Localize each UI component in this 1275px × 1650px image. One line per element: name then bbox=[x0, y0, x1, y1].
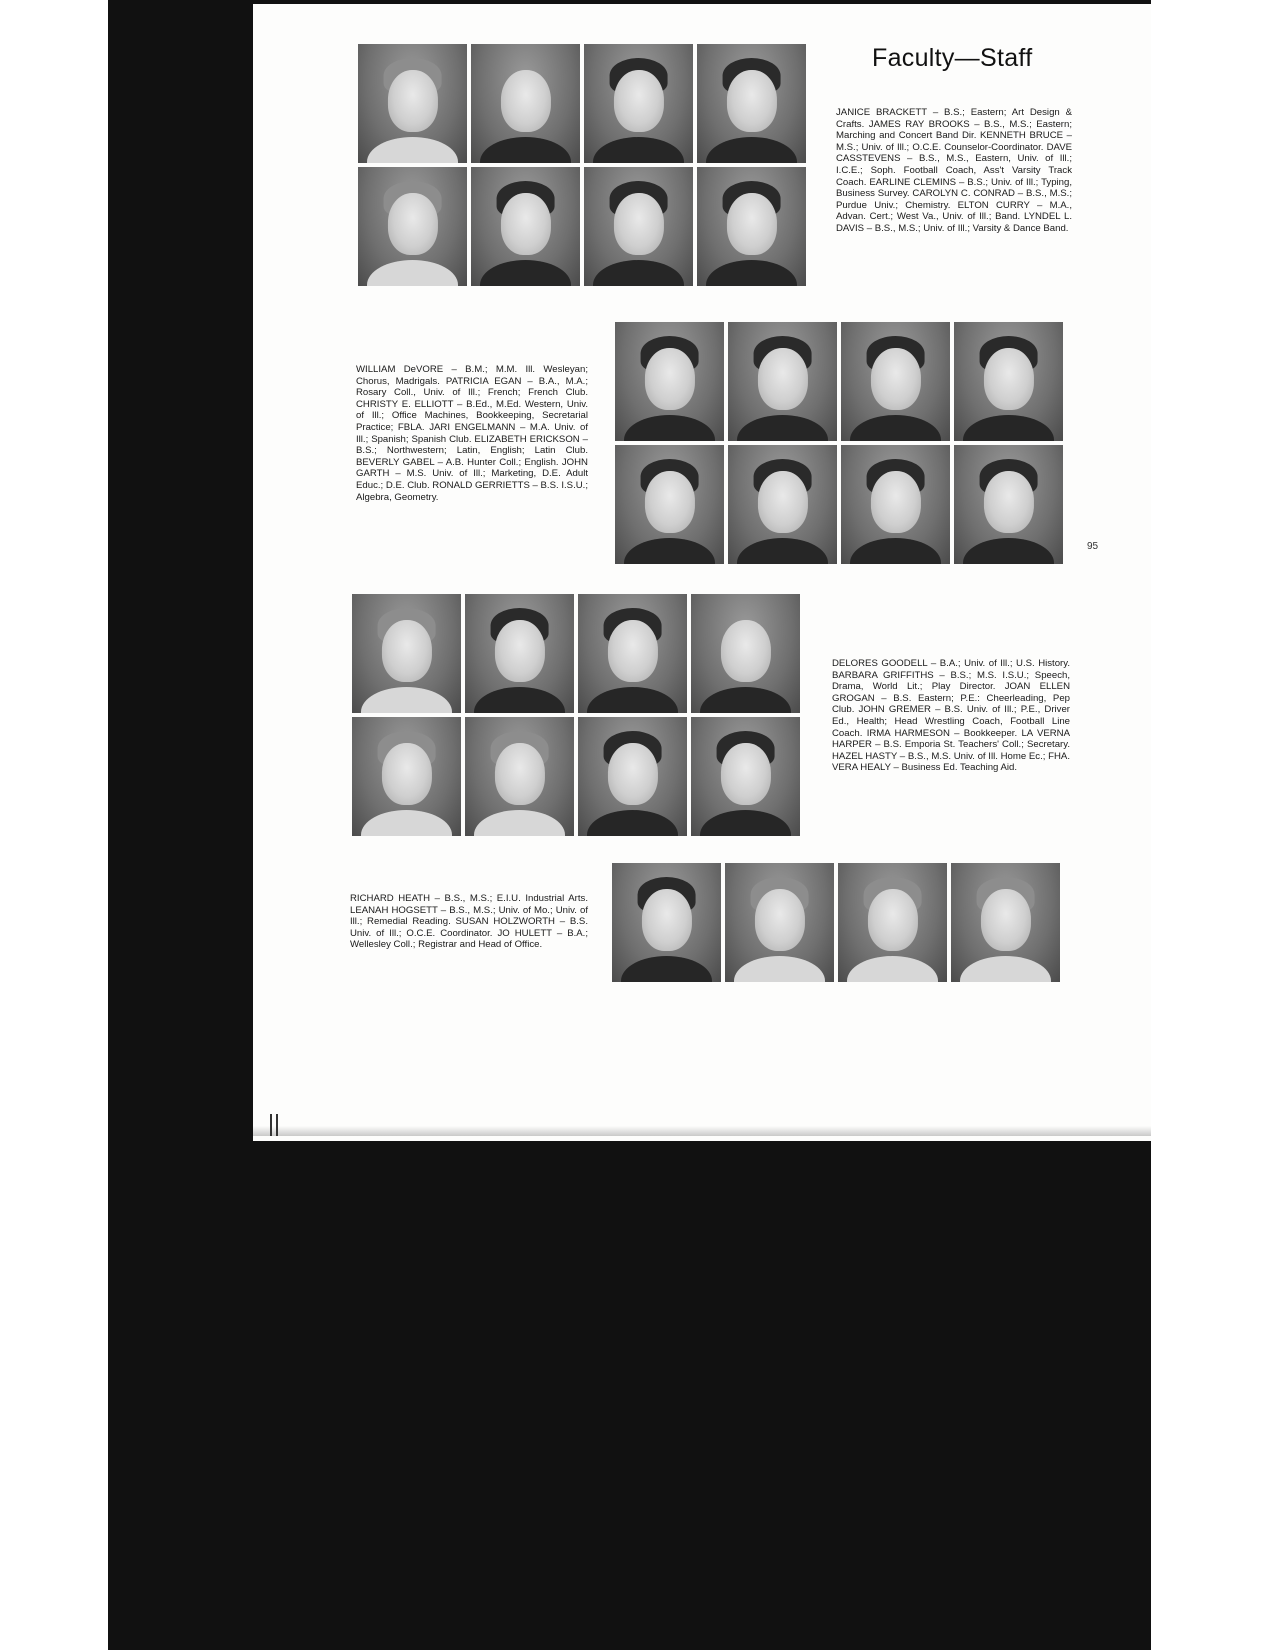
portrait-photo bbox=[352, 594, 461, 713]
faculty-caption-3: DELORES GOODELL – B.A.; Univ. of Ill.; U.S. History. BARBARA GRIFFITHS – B.S.; M.S. I.S.U.; Speech, Drama, World Lit.; Play Director. JOAN ELLEN GROGAN – B.S. Eastern; P.E.: Cheerleading, Pep Club. JOHN GREMER – B.S. Univ. of Ill.; P.E., Driver Ed., Health; Head Wrestling Coach, Football Line Coach. IRMA HARMESON – Bookkeeper. LA VERNA HARPER – B.S. Emporia St. Teachers' Coll.; Secretary. HAZEL HASTY – B.S., M.S. Univ. of Ill. Home Ec.; FHA. VERA HEALY – Business Ed. Teaching Aid. bbox=[832, 658, 1070, 774]
photo-grid-4 bbox=[612, 863, 1060, 982]
portrait-photo bbox=[841, 322, 950, 441]
portrait-photo bbox=[691, 594, 800, 713]
photo-grid-3 bbox=[352, 594, 800, 836]
portrait-photo bbox=[838, 863, 947, 982]
portrait-photo bbox=[358, 44, 467, 163]
portrait-photo bbox=[691, 717, 800, 836]
portrait-photo bbox=[465, 717, 574, 836]
portrait-photo bbox=[584, 167, 693, 286]
page-number: 95 bbox=[1087, 541, 1099, 552]
portrait-photo bbox=[615, 445, 724, 564]
portrait-photo bbox=[728, 445, 837, 564]
portrait-photo bbox=[725, 863, 834, 982]
portrait-photo bbox=[352, 717, 461, 836]
portrait-photo bbox=[615, 322, 724, 441]
portrait-photo bbox=[465, 594, 574, 713]
portrait-photo bbox=[954, 322, 1063, 441]
portrait-photo bbox=[697, 44, 806, 163]
portrait-photo bbox=[697, 167, 806, 286]
portrait-photo bbox=[471, 167, 580, 286]
portrait-photo bbox=[471, 44, 580, 163]
faculty-caption-4: RICHARD HEATH – B.S., M.S.; E.I.U. Industrial Arts. LEANAH HOGSETT – B.S., M.S.; Univ. of Mo.; Univ. of Ill.; Remedial Reading. SUSAN HOLZWORTH – B.S. Univ. of Ill.; O.C.E. Coordinator. JO HULETT – B.A.; Wellesley Coll.; Registrar and Head of Office. bbox=[350, 893, 588, 951]
page-bottom-edge bbox=[253, 1126, 1151, 1136]
portrait-photo bbox=[728, 322, 837, 441]
portrait-photo bbox=[951, 863, 1060, 982]
faculty-caption-2: WILLIAM DeVORE – B.M.; M.M. Ill. Wesleyan; Chorus, Madrigals. PATRICIA EGAN – B.A., M.A.; Rosary Coll., Univ. of Ill.; French; French Club. CHRISTY E. ELLIOTT – B.Ed., M.Ed. Western, Univ. of Ill.; Office Machines, Bookkeeping, Secretarial Practice; FBLA. JARI ENGELMANN – M.A. Univ. of Ill.; Spanish; Spanish Club. ELIZABETH ERICKSON – B.S.; Northwestern; Latin, English; Latin Club. BEVERLY GABEL – A.B. Hunter Coll.; English. JOHN GARTH – M.S. Univ. of Ill.; Marketing, D.E. Adult Educ.; D.E. Club. RONALD GERRIETTS – B.S. I.S.U.; Algebra, Geometry. bbox=[356, 364, 588, 503]
portrait-photo bbox=[584, 44, 693, 163]
page-title: Faculty—Staff bbox=[872, 44, 1033, 72]
portrait-photo bbox=[954, 445, 1063, 564]
photo-grid-1 bbox=[358, 44, 806, 286]
binding-marks bbox=[270, 1114, 282, 1136]
portrait-photo bbox=[358, 167, 467, 286]
portrait-photo bbox=[841, 445, 950, 564]
portrait-photo bbox=[578, 717, 687, 836]
portrait-photo bbox=[578, 594, 687, 713]
portrait-photo bbox=[612, 863, 721, 982]
photo-grid-2 bbox=[615, 322, 1063, 564]
faculty-caption-1: JANICE BRACKETT – B.S.; Eastern; Art Design & Crafts. JAMES RAY BROOKS – B.S., M.S.; Eastern; Marching and Concert Band Dir. KENNETH BRUCE – M.S.; Univ. of Ill.; O.C.E. Counselor-Coordinator. DAVE CASSTEVENS – B.S., M.S., Eastern, Univ. of Ill.; I.C.E.; Soph. Football Coach, Ass't Varsity Track Coach. EARLINE CLEMINS – B.S.; Univ. of Ill.; Typing, Business Survey. CAROLYN C. CONRAD – B.S., M.S.; Purdue Univ.; Chemistry. ELTON CURRY – M.A., Advan. Cert.; West Va., Univ. of Ill.; Band. LYNDEL L. DAVIS – B.S., M.S.; Univ. of Ill.; Varsity & Dance Band. bbox=[836, 107, 1072, 234]
